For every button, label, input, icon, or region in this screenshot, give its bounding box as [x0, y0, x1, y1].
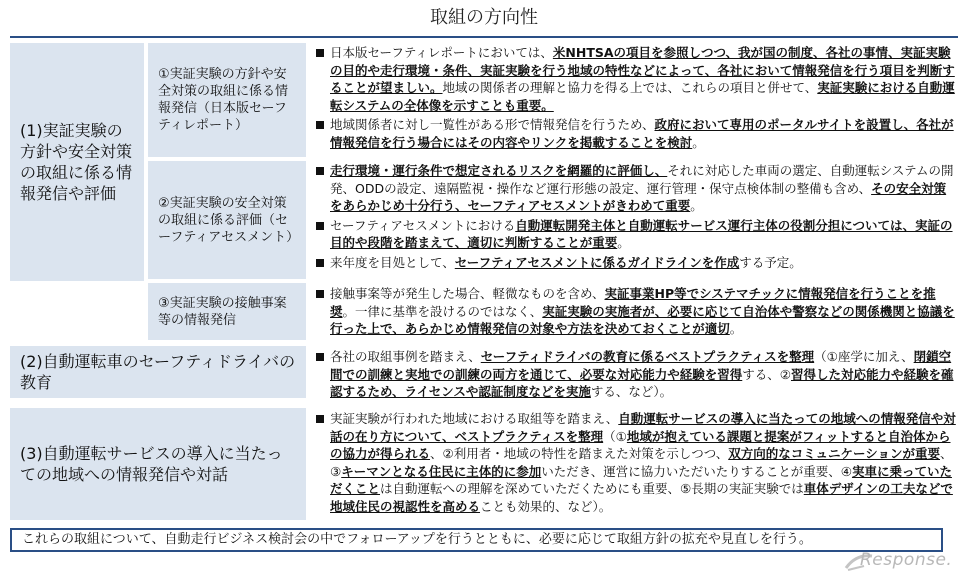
- category-1: [10, 43, 144, 281]
- bullet-item: [314, 44, 958, 114]
- emphasis-text: 閉鎖空間での訓練と実地での訓練の両方を通じて、必要な対応能力や経験を習得: [330, 349, 952, 382]
- emphasis-text: 実証実験における自動運転システムの全体像を示すことも重要。: [330, 80, 955, 113]
- content-3: [314, 410, 958, 517]
- body-text: する、②: [742, 366, 791, 382]
- emphasis-text: その安全対策をあらかじめ十分行う、セーフティアセスメントがきわめて重要: [330, 180, 947, 213]
- body-text: （①座学に加え、: [814, 349, 914, 364]
- body-text: 来年度を目処として、: [330, 254, 455, 270]
- bullet-item: [314, 410, 958, 515]
- body-text: 。: [617, 235, 630, 250]
- emphasis-text: 自動運転開発主体と自動運転サービス運行主体の役割分担については、実証の目的や段階を踏まえて、適切に判断することが重要: [330, 217, 953, 250]
- bullet-item: [314, 285, 958, 338]
- body-text: 、③: [330, 446, 953, 479]
- subcategory-1-1: [148, 43, 306, 157]
- category-2-label: (2)自動運転車のセーフティドライバの教育: [20, 352, 296, 392]
- body-text: セーフティアセスメントにおける: [330, 217, 516, 233]
- content-1-3: [314, 285, 958, 340]
- category-3-label: (3)自動運転サービスの導入に当たっての地域への情報発信や対話: [20, 444, 283, 484]
- bullet-item: [314, 254, 958, 272]
- body-text: 、②利用者・地域の特性を踏まえた対策を示しつつ、: [430, 446, 729, 461]
- content-2: [314, 348, 958, 403]
- category-3: [10, 408, 306, 520]
- body-text: ことも効果的、など）。: [480, 498, 612, 514]
- body-text: は自動運転への理解を深めていただくためにも重要、⑤長期の実証実験では: [380, 481, 804, 496]
- emphasis-text: 政府において専用のポータルサイトを設置し、各社が情報発信を行う場合にはその内容やリンクを掲載することを検討: [330, 117, 954, 150]
- subcategory-1-3-label: ③実証実験の接触事案等の情報発信: [158, 295, 287, 328]
- emphasis-text: セーフティアセスメントに係るガイドラインを作成: [454, 254, 740, 270]
- category-2: [10, 346, 306, 398]
- emphasis-text: 米NHTSAの項目を参照しつつ、我が国の制度、各社の事情、実証実験の目的や走行環境・条件、実証実験を行う地域の特性などによって、各社において情報発信を行う項目を判断することが望ましい。: [330, 45, 955, 95]
- footer-note: これらの取組について、自動走行ビジネス検討会の中でフォローアップを行うとともに、必要に応じて取組方針の拡充や見直しを行う。: [10, 528, 943, 552]
- emphasis-text: 習得した対応能力や経験を確認するため、ライセンスや認証制度などを実施: [330, 366, 954, 399]
- body-text: （①: [603, 428, 627, 444]
- body-text: 。: [690, 198, 703, 213]
- emphasis-text: 実証実験の実施者が、必要に応じて自治体や警察などの関係機関と協議を行った上で、あらかじめ情報発信の対象や方法を決めておくことが適切: [330, 303, 955, 336]
- body-text: する予定。: [739, 254, 802, 270]
- body-text: 。: [692, 134, 705, 150]
- emphasis-text: 自動運転サービスの導入に当たっての地域への情報発信や対話の在り方について、ベストプラクティスを整理: [330, 411, 956, 444]
- subcategory-1-3: [148, 283, 306, 340]
- body-text: 実証実験が行われた地域における取組等を踏まえ、: [330, 411, 619, 426]
- response-watermark: [842, 548, 962, 574]
- emphasis-text: 双方向的なコミュニケーションが重要: [728, 446, 940, 461]
- body-text: 地域の関係者の理解と協力を得る上では、これらの項目と併せて、: [442, 80, 818, 95]
- body-text: 。: [729, 321, 743, 336]
- bullet-item: [314, 348, 958, 401]
- body-text: 接触事案等が発生した場合、軽微なものを含め、: [330, 286, 605, 301]
- body-text: 地域関係者に対し一覧性がある形で情報発信を行うため、: [330, 117, 655, 132]
- bullet-item: [314, 116, 958, 151]
- emphasis-text: 地域が抱えている課題と提案がフィットすると自治体からの協力が得られる: [330, 428, 951, 461]
- emphasis-text: キーマンとなる住民に主体的に参加: [341, 463, 542, 479]
- body-text: それに対応した車両の選定、自動運転システムの開発、ODDの設定、遠隔監視・操作など運行形態の設定、運行管理・保守点検体制の整備も含め、: [330, 163, 954, 196]
- emphasis-text: 実証事業HP等でシステマチックに情報発信を行うことを推奨: [330, 286, 936, 319]
- emphasis-text: 実車に乗っていただくこと: [330, 463, 952, 496]
- page-title: 取組の方向性: [430, 7, 538, 28]
- body-text: 各社の取組事例を踏まえ、: [330, 349, 481, 364]
- content-1-1: [314, 44, 958, 153]
- category-1-label: (1)実証実験の方針や安全対策の取組に係る情報発信や評価: [20, 121, 133, 203]
- subcategory-1-2: [148, 161, 306, 279]
- emphasis-text: 走行環境・運行条件で想定されるリスクを網羅的に評価し、: [330, 163, 668, 178]
- body-text: いただき、運営に協力いただいたりすることが重要、④: [541, 463, 852, 479]
- content-1-2: [314, 162, 958, 273]
- title-divider: [10, 36, 958, 38]
- emphasis-text: 車体デザインの工夫などで地域住民の視認性を高める: [330, 481, 953, 514]
- subcategory-1-1-label: ①実証実験の方針や安全対策の取組に係る情報発信（日本版セーフティレポート）: [158, 67, 289, 133]
- emphasis-text: セーフティドライバの教育に係るベストプラクティスを整理: [480, 349, 815, 364]
- body-text: する、など）。: [590, 384, 673, 399]
- bullet-item: [314, 217, 958, 252]
- body-text: 日本版セーフティレポートにおいては、: [330, 45, 553, 60]
- watermark-text: Response.: [860, 550, 953, 570]
- subcategory-1-2-label: ②実証実験の安全対策の取組に係る評価（セーフティアセスメント）: [158, 195, 300, 245]
- bullet-item: [314, 162, 958, 215]
- body-text: 。一律に基準を設けるのではなく、: [342, 303, 543, 319]
